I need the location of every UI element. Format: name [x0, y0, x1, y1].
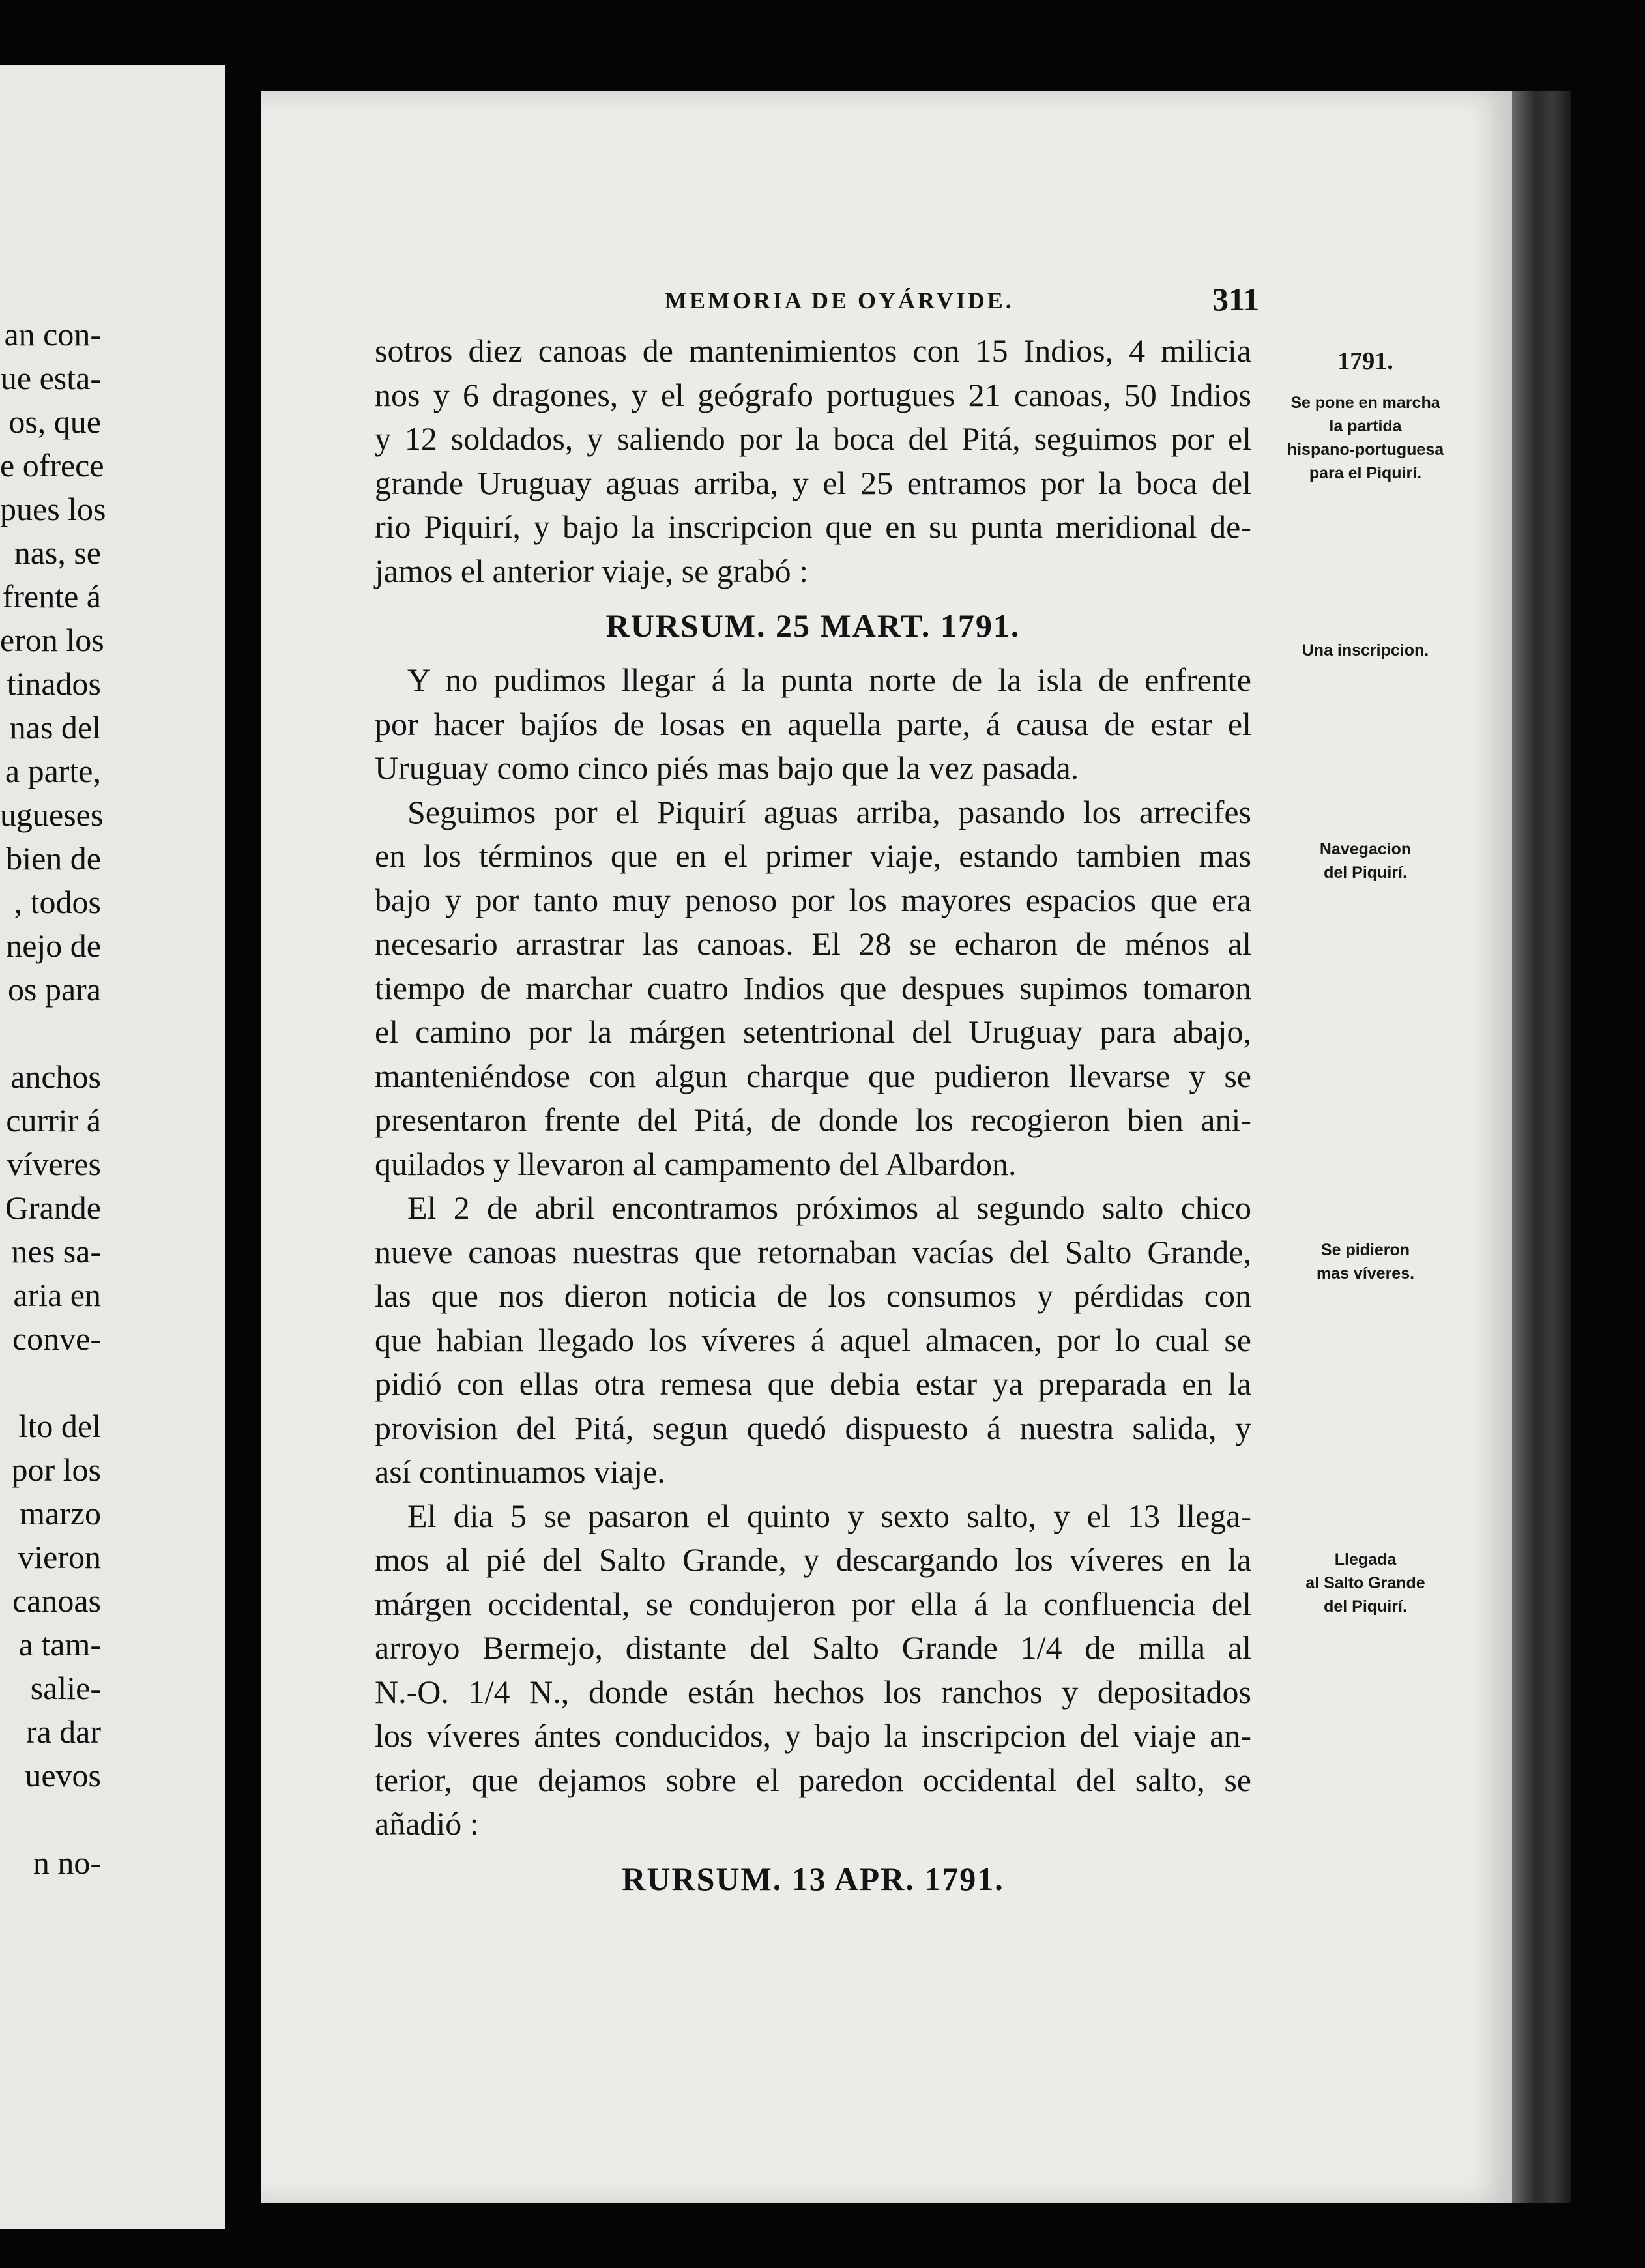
- text-line: Y no pudimos llegar á la punta norte de la isla de enfrente: [407, 662, 1251, 698]
- left-page-fragment: nas, se: [14, 534, 101, 571]
- left-page-fragment: frente á: [2, 578, 101, 615]
- text-line: sotros diez canoas de mantenimientos con 15 Indios, 4 milicia: [375, 332, 1251, 369]
- left-page-fragment: ra dar: [25, 1713, 101, 1750]
- left-facing-page: [0, 65, 225, 2229]
- left-page-fragment: nas del: [9, 709, 101, 746]
- left-page-fragment: ugueses: [0, 796, 104, 833]
- page-edge: [1512, 91, 1571, 2203]
- left-page-fragment: , todos: [14, 884, 101, 920]
- left-page-fragment: uevos: [25, 1757, 101, 1794]
- text-line: bajo y por tanto muy penoso por los mayores espacios que era: [375, 881, 1251, 918]
- book-spine: [225, 0, 261, 2268]
- left-page-fragment: [0, 1011, 225, 1055]
- margin-note-inscription: [1268, 639, 1463, 662]
- left-page-fragment: [0, 1361, 225, 1404]
- text-line: Uruguay como cinco piés mas bajo que la vez pasada.: [375, 749, 1079, 786]
- left-page-fragment: [0, 1797, 225, 1841]
- text-line: El 2 de abril encontramos próximos al segundo salto chico: [407, 1189, 1251, 1226]
- text-line: provision del Pitá, segun quedó dispuesto á nuestra salida, y: [375, 1409, 1251, 1446]
- text-line: mos al pié del Salto Grande, y descargando los víveres en la: [375, 1541, 1251, 1578]
- margin-note-line: Se pidieron: [1320, 1241, 1410, 1259]
- margin-note-line: Navegacion: [1319, 840, 1412, 858]
- text-line: nueve canoas nuestras que retornaban vacías del Salto Grande,: [375, 1233, 1251, 1270]
- paragraph-2: [375, 658, 1251, 791]
- paragraph-4: [375, 1186, 1251, 1494]
- page-number: 311: [1212, 281, 1260, 317]
- left-page-fragment: n no-: [33, 1844, 101, 1881]
- text-line: por hacer bajíos de losas en aquella parte, á causa de estar el: [375, 705, 1251, 742]
- paragraph-3: [375, 791, 1251, 1187]
- paragraph-1: [375, 329, 1251, 593]
- left-page-fragment: nejo de: [6, 927, 101, 964]
- text-line: arroyo Bermejo, distante del Salto Grande 1/4 de milla al: [375, 1629, 1251, 1666]
- text-line: márgen occidental, se condujeron por ella á la confluencia del: [375, 1585, 1251, 1622]
- left-page-fragment: currir á: [6, 1102, 101, 1139]
- left-page-fragment: nes sa-: [11, 1233, 101, 1270]
- left-page-fragment: a parte,: [5, 753, 101, 789]
- inscription-2: RURSUM. 13 APR. 1791.: [622, 1860, 1004, 1897]
- text-line: el camino por la márgen setentrional del Uruguay para abajo,: [375, 1013, 1251, 1050]
- left-page-fragment: por los: [11, 1451, 101, 1488]
- text-line: manteniéndose con algun charque que pudieron llevarse y se: [375, 1057, 1251, 1094]
- left-page-fragment: an con-: [4, 316, 101, 353]
- text-line: añadió :: [375, 1805, 479, 1842]
- left-page-fragment: e ofrece: [0, 447, 104, 484]
- left-page-fragment: eron los: [0, 622, 104, 658]
- left-page-fragment: víveres: [7, 1146, 101, 1182]
- text-line: N.-O. 1/4 N., donde están hechos los ranchos y depositados: [375, 1673, 1251, 1710]
- text-line: y 12 soldados, y saliendo por la boca del Pitá, seguimos por el: [375, 420, 1251, 457]
- margin-note-line: del Piquirí.: [1324, 1597, 1407, 1616]
- text-line: El dia 5 se pasaron el quinto y sexto salto, y el 13 llega-: [407, 1497, 1251, 1534]
- text-line: tiempo de marchar cuatro Indios que despues supimos tomaron: [375, 969, 1251, 1006]
- left-page-fragment: lto del: [18, 1408, 101, 1444]
- left-page-fragment: Grande: [5, 1189, 101, 1226]
- text-line: nos y 6 dragones, y el geógrafo portugues 21 canoas, 50 Indios: [375, 376, 1251, 413]
- left-page-text: [0, 313, 225, 1885]
- left-page-fragment: conve-: [12, 1320, 101, 1357]
- margin-note-arrival: [1268, 1548, 1463, 1618]
- left-page-fragment: pues los: [0, 491, 106, 527]
- left-page-fragment: os, que: [8, 403, 101, 440]
- margin-note-line: al Salto Grande: [1305, 1574, 1425, 1592]
- left-page-fragment: vieron: [18, 1539, 101, 1575]
- margin-note-line: del Piquirí.: [1324, 864, 1407, 882]
- margin-note-line: Se pone en marcha: [1290, 394, 1440, 412]
- body-text: [375, 329, 1251, 1912]
- text-line: jamos el anterior viaje, se grabó :: [375, 552, 809, 589]
- left-page-fragment: salie-: [30, 1670, 101, 1706]
- running-title: MEMORIA DE OYÁRVIDE.: [665, 287, 1014, 313]
- text-line: necesario arrastrar las canoas. El 28 se echaron de ménos al: [375, 925, 1251, 962]
- text-line: así continuamos viaje.: [375, 1453, 665, 1490]
- margin-note-navigation: [1268, 837, 1463, 884]
- left-page-fragment: anchos: [10, 1058, 101, 1095]
- text-line: en los términos que en el primer viaje, estando tambien mas: [375, 837, 1251, 874]
- margin-note-line: Una inscripcion.: [1302, 641, 1429, 660]
- text-line: pidió con ellas otra remesa que debia estar ya preparada en la: [375, 1365, 1251, 1402]
- left-page-fragment: canoas: [12, 1582, 101, 1619]
- text-line: grande Uruguay aguas arriba, y el 25 entramos por la boca del: [375, 464, 1251, 501]
- text-line: Seguimos por el Piquirí aguas arriba, pasando los arrecifes: [407, 793, 1251, 830]
- text-line: terior, que dejamos sobre el paredon occidental del salto, se: [375, 1761, 1251, 1798]
- margin-note-line: mas víveres.: [1316, 1264, 1415, 1283]
- text-line: que habian llegado los víveres á aquel almacen, por lo cual se: [375, 1321, 1251, 1358]
- text-line: quilados y llevaron al campamento del Albardon.: [375, 1145, 1017, 1182]
- left-page-fragment: bien de: [6, 840, 101, 877]
- inscription-1: RURSUM. 25 MART. 1791.: [605, 607, 1021, 644]
- text-line: las que nos dieron noticia de los consumos y pérdidas con: [375, 1277, 1251, 1314]
- margin-note-line: Llegada: [1334, 1550, 1397, 1569]
- margin-note-departure: [1268, 391, 1463, 485]
- margin-note-line: hispano-portuguesa: [1287, 441, 1444, 459]
- margin-note-supplies: [1268, 1238, 1463, 1285]
- paragraph-5: [375, 1494, 1251, 1846]
- text-line: rio Piquirí, y bajo la inscripcion que en su punta meridional de-: [375, 508, 1251, 545]
- margin-note-line: la partida: [1329, 417, 1402, 435]
- margin-note-line: para el Piquirí.: [1309, 464, 1422, 482]
- text-line: los víveres ántes conducidos, y bajo la inscripcion del viaje an-: [375, 1717, 1251, 1754]
- left-page-fragment: os para: [8, 971, 101, 1008]
- left-page-fragment: tinados: [7, 665, 101, 702]
- left-page-fragment: ue esta-: [0, 360, 101, 396]
- text-line: presentaron frente del Pitá, de donde los recogieron bien ani-: [375, 1101, 1251, 1138]
- margin-year: 1791.: [1337, 347, 1393, 375]
- left-page-fragment: aria en: [13, 1277, 101, 1313]
- left-page-fragment: a tam-: [18, 1626, 101, 1663]
- left-page-fragment: marzo: [20, 1495, 101, 1532]
